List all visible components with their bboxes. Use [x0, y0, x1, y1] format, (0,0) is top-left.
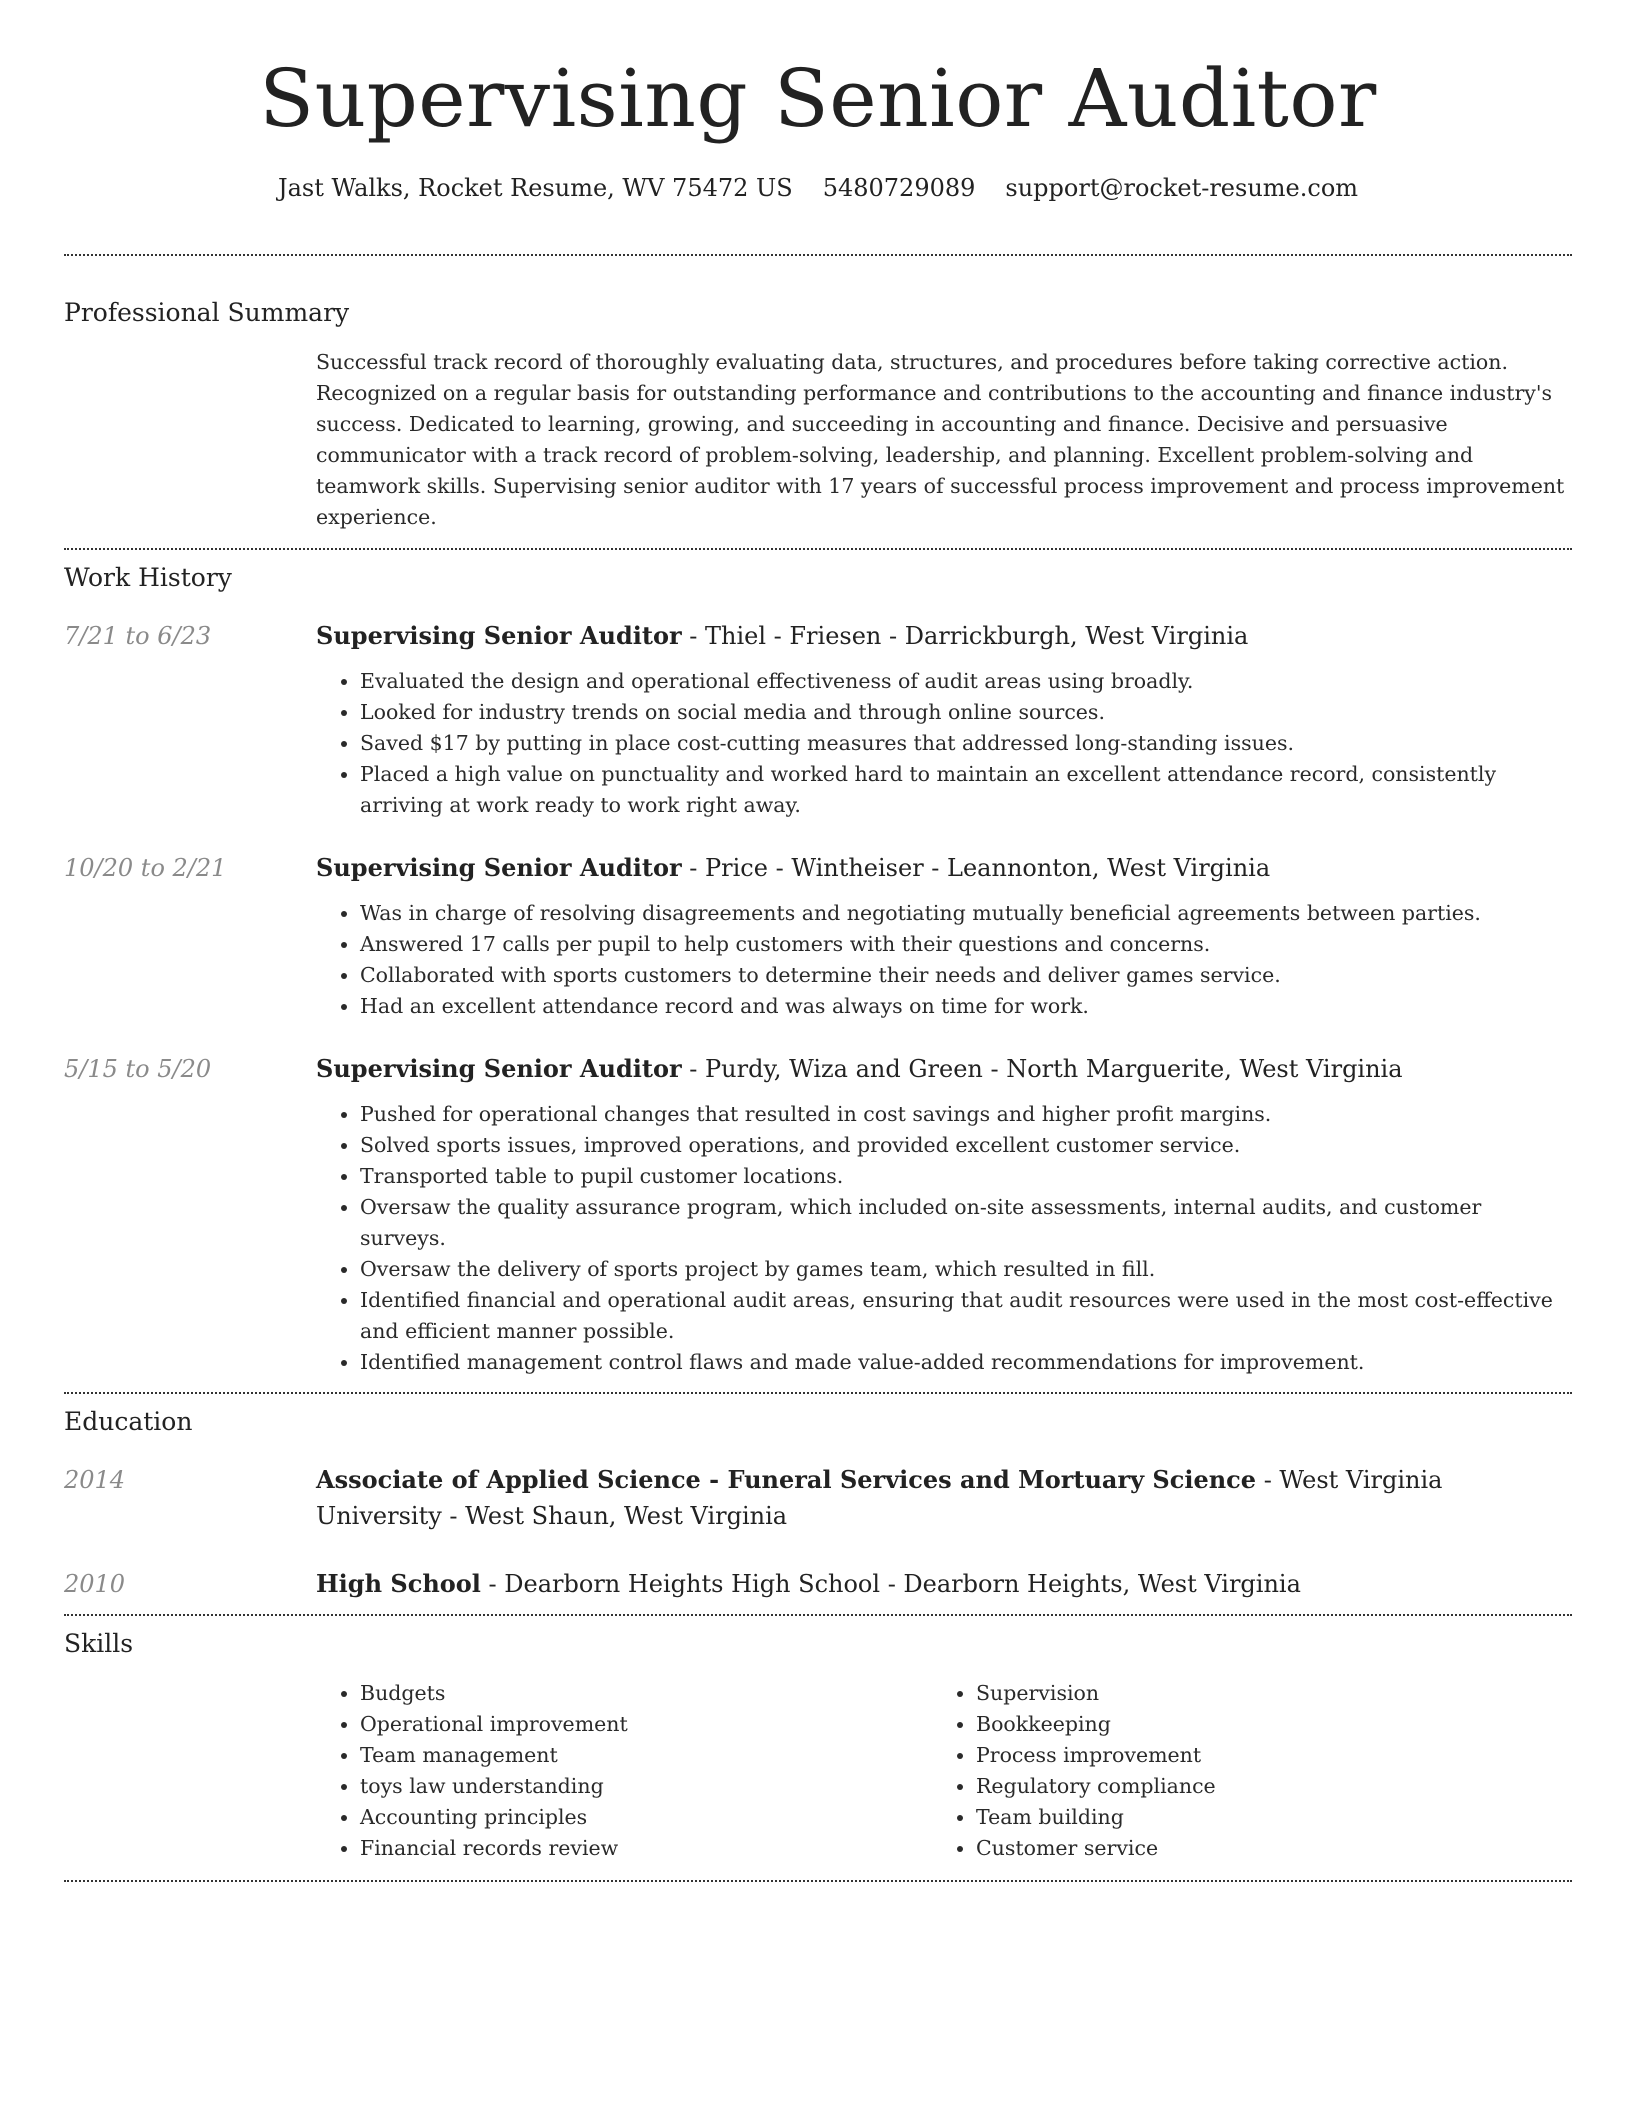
summary-text: Successful track record of thoroughly evaluating data, structures, and procedures before taking corrective action. Recognized on a regular basis for outstanding performance and contributions to the accounting and finance industry's success. Dedicated to learning, growing, and succeeding in accounting and finance. Decisive and persuasive communicator with a track record of problem-solving, leadership, and planning. Excellent problem-solving and teamwork skills. Supervising senior auditor with 17 years of successful process improvement and process improvement experience.: [316, 350, 1565, 529]
job-role: Supervising Senior Auditor: [316, 1054, 682, 1083]
job-entry: [64, 1051, 1572, 1378]
job-role: Supervising Senior Auditor: [316, 853, 682, 882]
list-item: • Accounting principles: [360, 1802, 932, 1833]
job-bullets: [360, 1099, 1572, 1378]
list-item: • Operational improvement: [360, 1709, 932, 1740]
list-item: • Oversaw the delivery of sports project by games team, which resulted in fill.: [360, 1254, 1572, 1285]
list-item: • Identified financial and operational audit areas, ensuring that audit resources were used in the most cost-effective and efficient manner possible.: [360, 1285, 1572, 1347]
list-item: • Looked for industry trends on social media and through online sources.: [360, 697, 1572, 728]
skills-columns: [316, 1678, 1572, 1864]
education-degree: High School: [316, 1569, 481, 1598]
contact-line: [64, 170, 1572, 206]
list-item: • Had an excellent attendance record and was always on time for work.: [360, 991, 1572, 1022]
education-section: [64, 1404, 1572, 1602]
education-title: [316, 1462, 1572, 1534]
section-divider: [64, 548, 1572, 550]
list-item: • Saved $17 by putting in place cost-cutting measures that addressed long-standing issues.: [360, 728, 1572, 759]
list-item: • Evaluated the design and operational effectiveness of audit areas using broadly.: [360, 666, 1572, 697]
section-divider: [64, 1392, 1572, 1394]
resume-page: [64, 0, 1572, 1882]
list-item: • Process improvement: [976, 1740, 1548, 1771]
list-item: • Was in charge of resolving disagreements and negotiating mutually beneficial agreements between parties.: [360, 898, 1572, 929]
section-title-education: Education: [64, 1407, 193, 1436]
job-title: [316, 1051, 1572, 1087]
list-item: • Transported table to pupil customer locations.: [360, 1161, 1572, 1192]
list-item: • Pushed for operational changes that resulted in cost savings and higher profit margins.: [360, 1099, 1572, 1130]
job-employer: - Thiel - Friesen - Darrickburgh, West Virginia: [681, 622, 1249, 650]
list-item: • Placed a high value on punctuality and worked hard to maintain an excellent attendance record, consistently arriving at work ready to work right away.: [360, 759, 1572, 821]
job-title: [316, 850, 1572, 886]
education-year: 2014: [64, 1466, 126, 1494]
job-employer: - Purdy, Wiza and Green - North Marguerite, West Virginia: [681, 1055, 1403, 1083]
list-item: • Supervision: [976, 1678, 1548, 1709]
education-entry: [64, 1566, 1572, 1602]
skills-list-right: [976, 1678, 1548, 1864]
education-year: 2010: [64, 1570, 126, 1598]
list-item: • Answered 17 calls per pupil to help customers with their questions and concerns.: [360, 929, 1572, 960]
education-title: [316, 1566, 1572, 1602]
job-dates: 7/21 to 6/23: [64, 622, 212, 650]
contact-phone: 5480729089: [822, 174, 976, 202]
job-bullets: [360, 898, 1572, 1022]
section-divider: [64, 1614, 1572, 1616]
list-item: • Budgets: [360, 1678, 932, 1709]
skills-list-left: [360, 1678, 932, 1864]
list-item: • Team management: [360, 1740, 932, 1771]
job-entry: [64, 850, 1572, 1022]
professional-summary-section: [64, 295, 1572, 533]
section-divider: [64, 1880, 1572, 1882]
list-item: • Collaborated with sports customers to determine their needs and deliver games service.: [360, 960, 1572, 991]
list-item: • Identified management control flaws and made value-added recommendations for improvement.: [360, 1347, 1572, 1378]
contact-email: support@rocket-resume.com: [1005, 174, 1359, 202]
job-dates: 5/15 to 5/20: [64, 1055, 212, 1083]
skills-section: [64, 1626, 1572, 1864]
list-item: • Oversaw the quality assurance program, which included on-site assessments, internal audits, and customer surveys.: [360, 1192, 1572, 1254]
work-history-section: [64, 560, 1572, 1378]
job-role: Supervising Senior Auditor: [316, 621, 682, 650]
section-title-summary: Professional Summary: [64, 298, 350, 327]
list-item: • Solved sports issues, improved operations, and provided excellent customer service.: [360, 1130, 1572, 1161]
list-item: • Bookkeeping: [976, 1709, 1548, 1740]
list-item: • Financial records review: [360, 1833, 932, 1864]
job-dates: 10/20 to 2/21: [64, 854, 227, 882]
education-degree: Associate of Applied Science - Funeral Services and Mortuary Science: [316, 1465, 1257, 1494]
section-divider: [64, 254, 1572, 256]
candidate-name: Supervising Senior Auditor: [259, 52, 1377, 145]
section-title-skills: Skills: [64, 1629, 134, 1658]
education-entry: [64, 1462, 1572, 1534]
list-item: • Team building: [976, 1802, 1548, 1833]
contact-address: Jast Walks, Rocket Resume, WV 75472 US: [277, 174, 793, 202]
list-item: • toys law understanding: [360, 1771, 932, 1802]
education-school: - West Virginia University - West Shaun, West Virginia: [316, 1466, 1443, 1530]
list-item: • Regulatory compliance: [976, 1771, 1548, 1802]
job-title: [316, 618, 1572, 654]
education-school: - Dearborn Heights High School - Dearborn Heights, West Virginia: [480, 1570, 1301, 1598]
job-entry: [64, 618, 1572, 821]
job-employer: - Price - Wintheiser - Leannonton, West Virginia: [681, 854, 1271, 882]
list-item: • Customer service: [976, 1833, 1548, 1864]
job-bullets: [360, 666, 1572, 821]
section-title-work: Work History: [64, 563, 232, 592]
